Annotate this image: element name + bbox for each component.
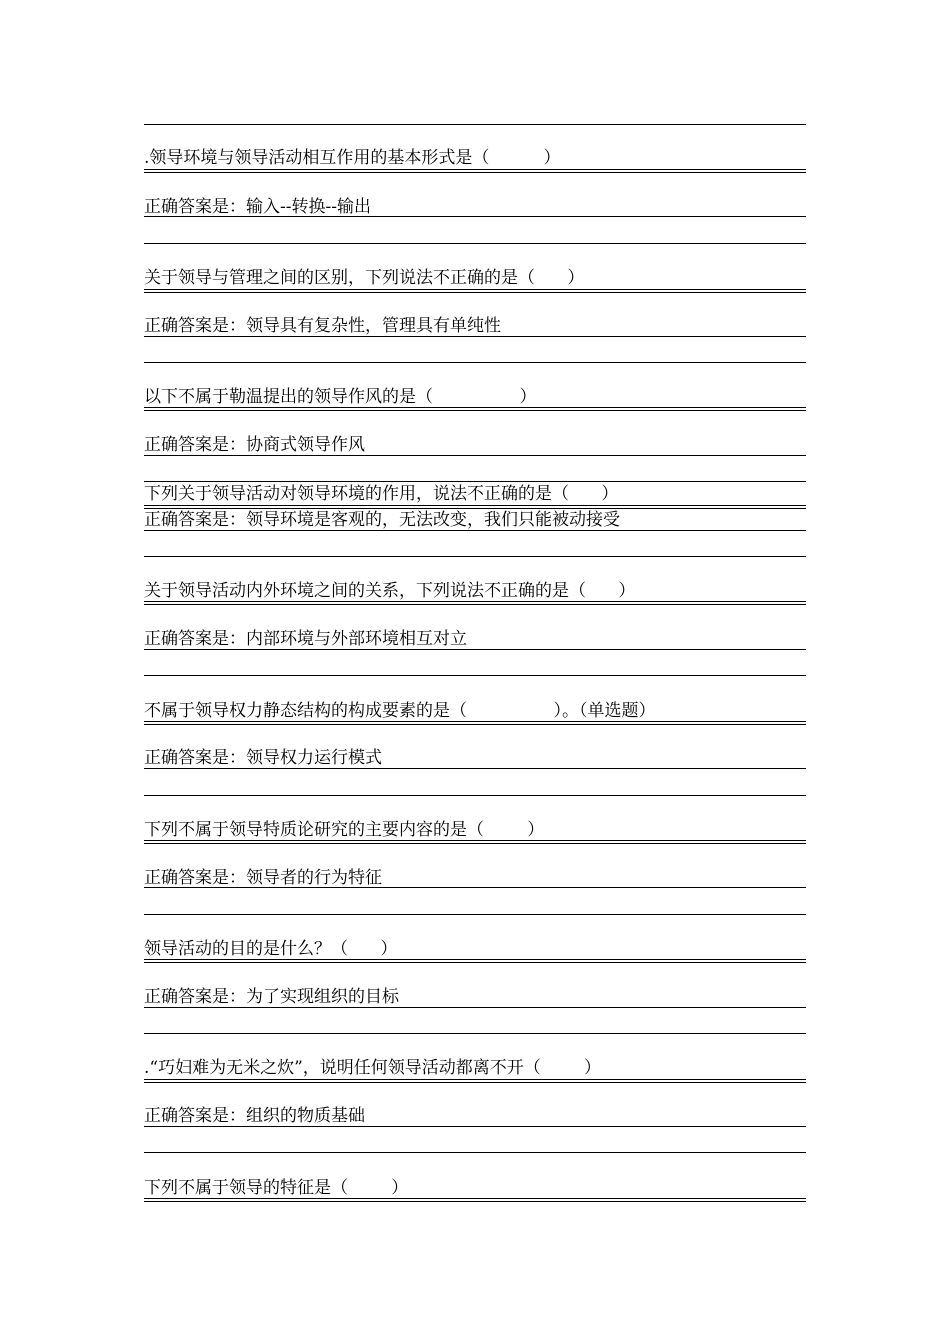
answer-text: 正确答案是：领导权力运行模式 <box>144 748 382 768</box>
blank-rule <box>144 556 806 557</box>
blank-rule <box>144 1152 806 1153</box>
answer-text: 正确答案是：输入--转换--输出 <box>144 197 371 217</box>
blank-rule <box>144 362 806 363</box>
question-rule <box>144 407 806 411</box>
answer-text: 正确答案是：领导具有复杂性，管理具有单纯性 <box>144 316 501 336</box>
answer-text: 正确答案是：组织的物质基础 <box>144 1106 365 1126</box>
answer-rule <box>144 887 806 888</box>
blank-rule <box>144 1033 806 1034</box>
answer-rule <box>144 768 806 769</box>
question-text: 以下不属于勒温提出的领导作风的是（ ） <box>144 387 537 407</box>
question-text: 关于领导与管理之间的区别，下列说法不正确的是（ ） <box>144 268 585 288</box>
question-text: 下列不属于领导的特征是（ ） <box>144 1178 409 1198</box>
question-text: 下列关于领导活动对领导环境的作用，说法不正确的是（ ） <box>144 484 619 504</box>
answer-rule <box>144 336 806 337</box>
question-rule <box>144 289 806 293</box>
top-rule <box>144 124 806 125</box>
question-rule <box>144 721 806 725</box>
question-text: .“巧妇难为无米之炊”，说明任何领导活动都离不开（ ） <box>144 1058 602 1078</box>
question-rule <box>144 1198 806 1202</box>
question-rule <box>144 505 806 509</box>
blank-rule <box>144 795 806 796</box>
question-text: 领导活动的目的是什么？（ ） <box>144 939 398 959</box>
question-rule <box>144 169 806 173</box>
question-rule <box>144 959 806 963</box>
blank-rule <box>144 914 806 915</box>
answer-text: 正确答案是：协商式领导作风 <box>144 435 365 455</box>
answer-text: 正确答案是：领导者的行为特征 <box>144 868 382 888</box>
answer-text: 正确答案是：为了实现组织的目标 <box>144 987 399 1007</box>
answer-rule <box>144 1007 806 1008</box>
question-rule <box>144 1079 806 1083</box>
answer-rule <box>144 216 806 217</box>
answer-text: 正确答案是：内部环境与外部环境相互对立 <box>144 629 467 649</box>
question-rule <box>144 840 806 844</box>
answer-rule <box>144 455 806 456</box>
blank-rule <box>144 481 806 482</box>
answer-rule <box>144 649 806 650</box>
blank-rule <box>144 675 806 676</box>
blank-rule <box>144 243 806 244</box>
question-text: 关于领导活动内外环境之间的关系，下列说法不正确的是（ ） <box>144 581 636 601</box>
question-text: 下列不属于领导特质论研究的主要内容的是（ ） <box>144 820 545 840</box>
question-rule <box>144 601 806 605</box>
answer-rule <box>144 1126 806 1127</box>
question-text: 不属于领导权力静态结构的构成要素的是（ ）。（单选题） <box>144 701 656 721</box>
question-text: .领导环境与领导活动相互作用的基本形式是（ ） <box>144 148 561 168</box>
answer-text: 正确答案是：领导环境是客观的，无法改变，我们只能被动接受 <box>144 510 620 530</box>
answer-rule <box>144 530 806 531</box>
